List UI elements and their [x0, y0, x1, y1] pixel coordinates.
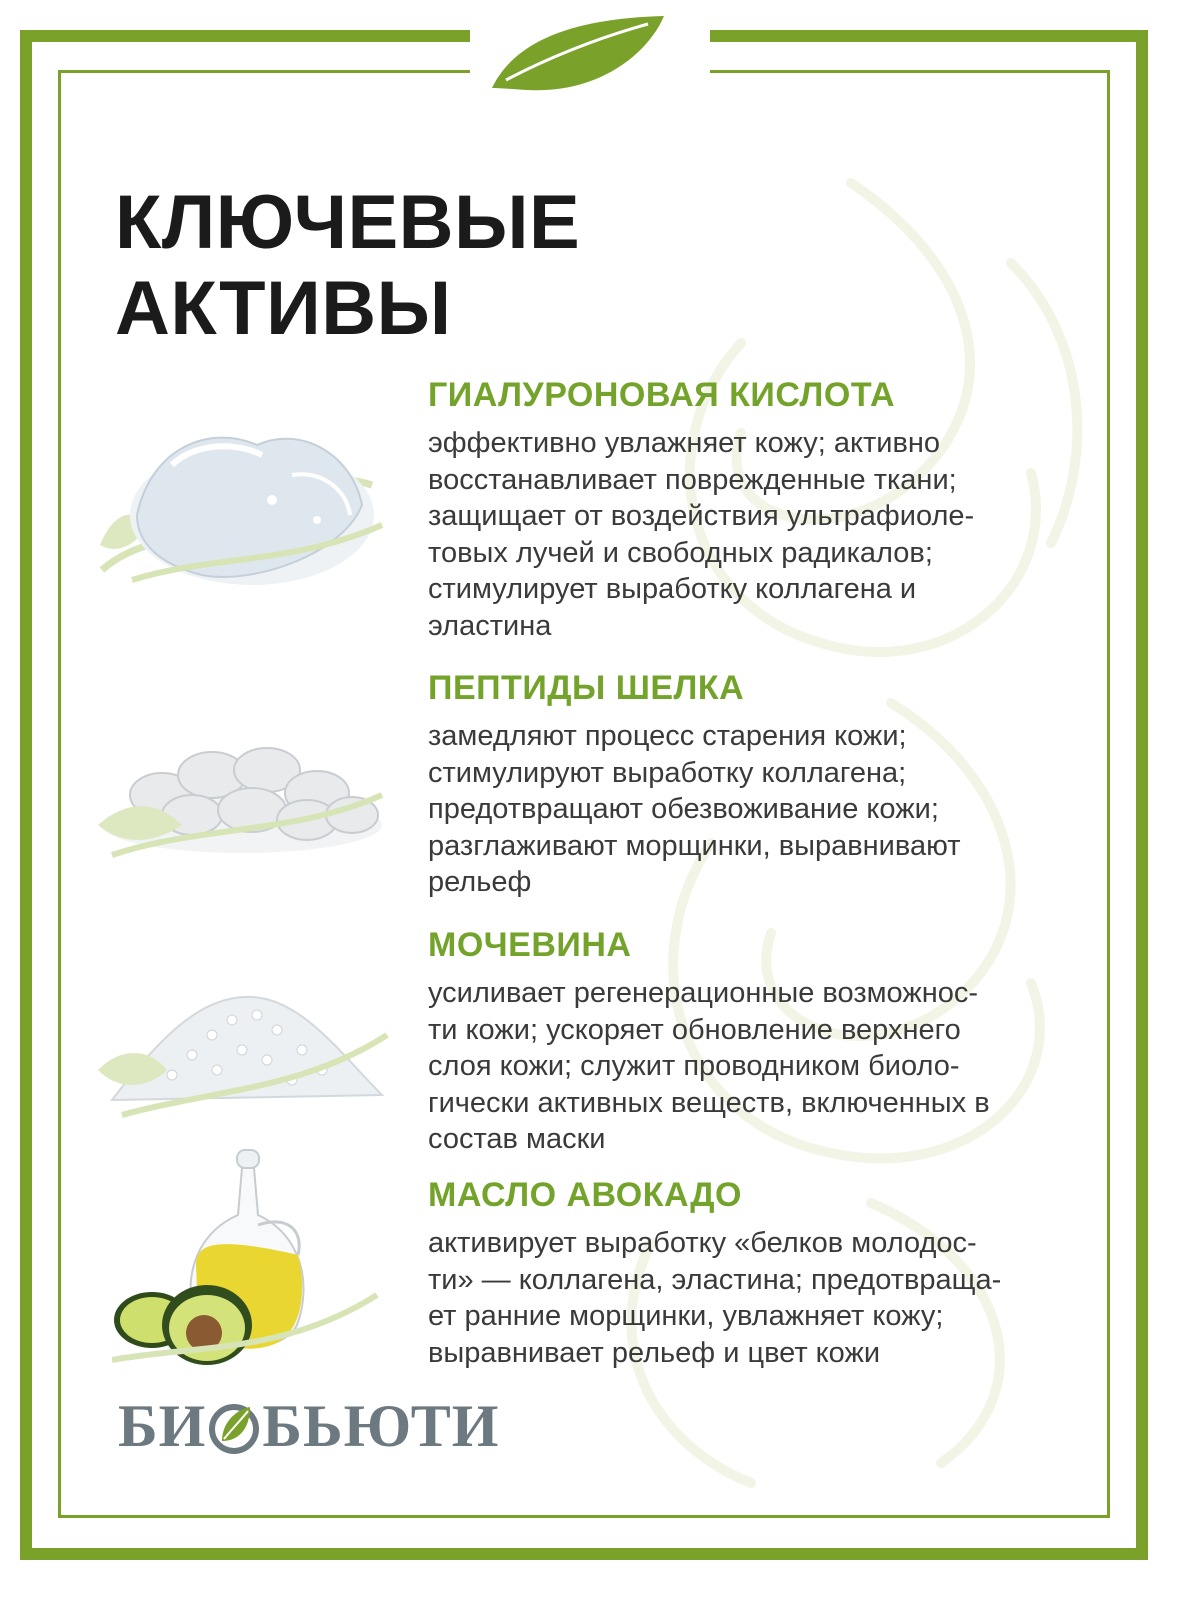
page-title	[115, 180, 580, 352]
silk-cocoons-icon	[92, 715, 392, 865]
title-line-1: КЛЮЧЕВЫЕ	[115, 180, 581, 265]
leaf-icon	[488, 14, 668, 94]
brand-logo	[118, 1392, 499, 1461]
section-heading: ГИАЛУРОНОВАЯ КИСЛОТА	[428, 376, 896, 414]
brand-text-part2: БЬЮТИ	[262, 1393, 500, 1459]
brand-text-part1: БИ	[118, 1393, 207, 1459]
section-description: активирует выработку «белков молодос- ти» — коллагена, эластина; предотвраща- ет ранние морщинки, увлажняет кожу; выравнивает рельеф и цвет кожи	[428, 1227, 1002, 1369]
section-description: замедляют процесс старения кожи; стимулируют выработку коллагена; предотвращают обезвоживание кожи; разглаживают морщинки, выравнивают рельеф	[428, 720, 961, 898]
gel-icon	[92, 405, 392, 605]
avocado-oil-icon	[112, 1145, 382, 1380]
section-description: эффективно увлажняет кожу; активно восстанавливает поврежденные ткани; защищает от воздействия ультрафиоле- товых лучей и свободных радикалов; стимулирует выработку коллагена и эластина	[428, 427, 975, 642]
section-silk-peptides	[428, 668, 1088, 901]
section-heading: МОЧЕВИНА	[428, 926, 632, 964]
section-hyaluronic-acid	[428, 375, 1088, 644]
urea-granules-icon	[92, 975, 392, 1125]
title-line-2: АКТИВЫ	[115, 266, 452, 351]
section-urea	[428, 925, 1088, 1158]
section-description: усиливает регенерационные возможнос- ти кожи; ускоряет обновление верхнего слоя кожи; служит проводником биоло- гически активных веществ, включенных в состав маски	[428, 977, 990, 1155]
section-heading: МАСЛО АВОКАДО	[428, 1176, 742, 1214]
leaf-logo-icon	[208, 1397, 260, 1457]
section-avocado-oil	[428, 1175, 1088, 1371]
section-heading: ПЕПТИДЫ ШЕЛКА	[428, 669, 745, 707]
